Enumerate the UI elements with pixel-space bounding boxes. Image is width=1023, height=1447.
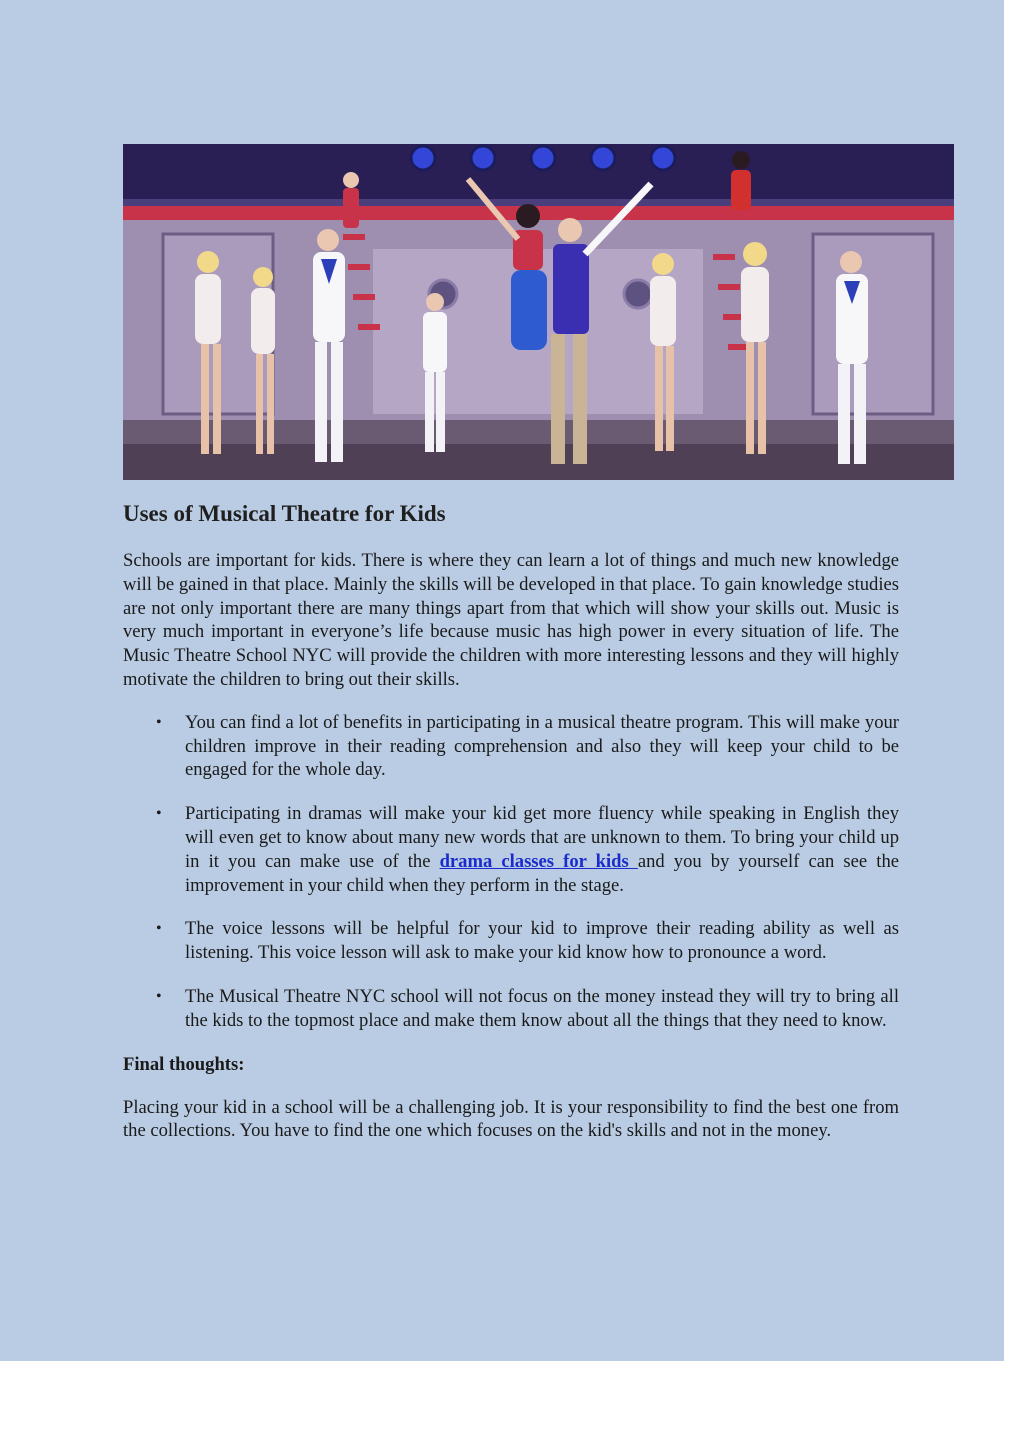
list-item-text: The Musical Theatre NYC school will not focus on the money instead they will try to bring all the kids to the topmost place and make them know about all the things that they need to know.	[185, 985, 899, 1031]
list-item-text: and you by yourself can see the improvement in your child when they perform in the stage.	[185, 850, 899, 896]
intro-paragraph: Schools are important for kids. There is where they can learn a lot of things and much new knowledge will be gained in that place. Mainly the skills will be developed in that place. To gain knowledge studies are not only important there are many things apart from that which will show your skills out. Music is very much important in everyone’s life because music has high power in every situation of life. The Music Theatre School NYC will provide the children with more interesting lessons and they will highly motivate the children to bring out their skills.	[123, 550, 899, 690]
list-item	[156, 985, 899, 1033]
list-item-text: You can find a lot of benefits in participating in a musical theatre program. This will make your children improve in their reading comprehension and also they will keep your child to be engaged for the whole day.	[185, 711, 899, 781]
drama-classes-link[interactable]: drama classes for kids	[439, 850, 638, 872]
article-title: Uses of Musical Theatre for Kids	[123, 501, 446, 526]
list-item-text: Participating in dramas will make your kid get more fluency while speaking in English they will even get to know about many new words that are unknown to them. To bring your child up in it you can make use of the	[185, 803, 899, 872]
bullet-icon: •	[156, 987, 162, 1005]
bullet-icon: •	[156, 920, 162, 938]
benefits-list	[123, 711, 899, 1033]
list-item	[156, 802, 899, 897]
bullet-icon: •	[156, 713, 162, 731]
final-paragraph: Placing your kid in a school will be a challenging job. It is your responsibility to find the best one from the collections. You have to find the one which focuses on the kid's skills and not in the money.	[123, 1096, 899, 1142]
stage-photo	[123, 144, 954, 480]
article	[123, 498, 899, 1162]
final-thoughts-heading: Final thoughts:	[123, 1053, 245, 1075]
bullet-icon: •	[156, 805, 162, 823]
list-item-text: The voice lessons will be helpful for your kid to improve their reading ability as well as listening. This voice lesson will ask to make your kid know how to pronounce a word.	[185, 918, 899, 964]
list-item	[156, 711, 899, 782]
list-item	[156, 917, 899, 965]
